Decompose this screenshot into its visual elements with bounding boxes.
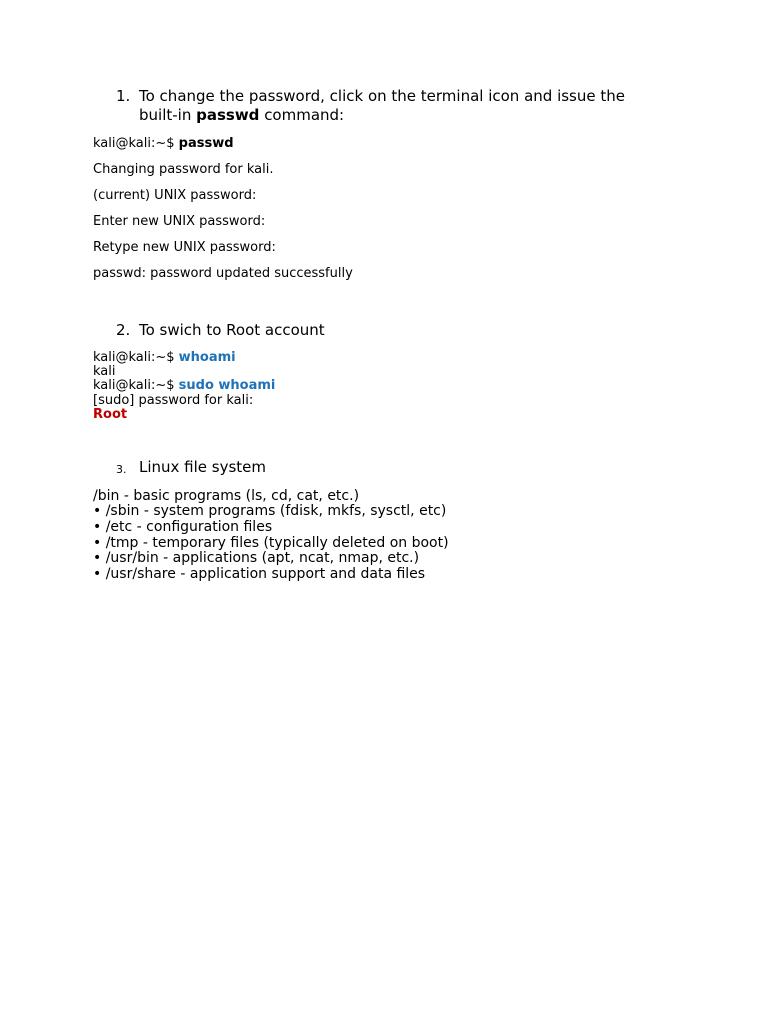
root-result-text: Root: [93, 407, 128, 422]
section-3-number: 3.: [116, 463, 127, 476]
filesystem-list-item: • /usr/share - application support and data files: [93, 566, 426, 582]
terminal-output-line: Changing password for kali.: [93, 162, 274, 177]
terminal-prompt: kali@kali:~$: [93, 136, 179, 151]
terminal-command: passwd: [178, 136, 234, 151]
section-2-title: To swich to Root account: [139, 321, 325, 339]
terminal-output-line: [sudo] password for kali:: [93, 393, 254, 408]
section-1-heading: [116, 87, 656, 125]
filesystem-list-item: • /tmp - temporary files (typically deleted on boot): [93, 535, 449, 551]
terminal-line-prompt-passwd: [93, 136, 234, 151]
terminal-command-whoami: whoami: [178, 350, 236, 365]
section-3-heading: [116, 458, 656, 477]
section-1-number: 1.: [116, 87, 131, 105]
terminal-output-line: Enter new UNIX password:: [93, 214, 266, 229]
filesystem-list-item: /bin - basic programs (ls, cd, cat, etc.): [93, 488, 360, 504]
section-3-title: Linux file system: [139, 458, 267, 476]
filesystem-list-item: • /sbin - system programs (fdisk, mkfs, sysctl, etc): [93, 503, 447, 519]
section-2-heading: [116, 321, 656, 340]
terminal-prompt: kali@kali:~$: [93, 378, 179, 393]
terminal-output-line: Retype new UNIX password:: [93, 240, 276, 255]
section-1-text-after: command:: [259, 106, 345, 124]
terminal-output-line: (current) UNIX password:: [93, 188, 257, 203]
terminal-output-line: kali: [93, 364, 116, 379]
terminal-command-sudo-whoami: sudo whoami: [178, 378, 276, 393]
section-1-bold-word: passwd: [196, 106, 260, 124]
terminal-line-sudo-whoami: [93, 378, 275, 393]
filesystem-list-item: • /usr/bin - applications (apt, ncat, nmap, etc.): [93, 550, 420, 566]
section-2-number: 2.: [116, 321, 131, 339]
filesystem-list-item: • /etc - configuration files: [93, 519, 273, 535]
section-1-text: [139, 87, 656, 125]
terminal-line-whoami: [93, 350, 236, 365]
terminal-output-line: passwd: password updated successfully: [93, 266, 353, 281]
section-1-text-before: To change the password, click on the terminal icon and issue the built-in: [139, 87, 625, 124]
terminal-prompt: kali@kali:~$: [93, 350, 179, 365]
